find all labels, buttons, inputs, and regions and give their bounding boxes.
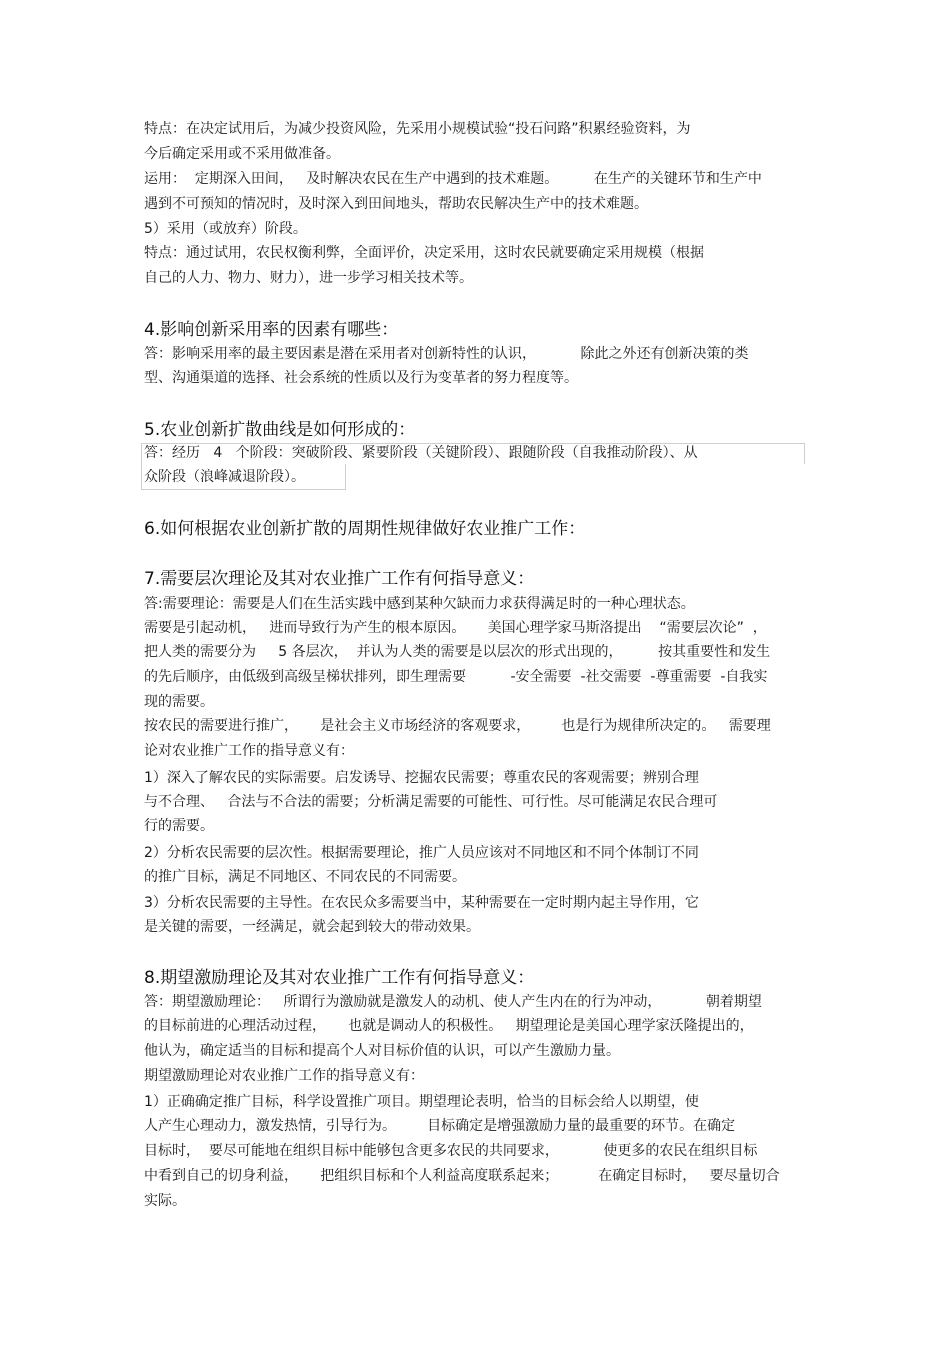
q4-answer-line-2: 型、沟通渠道的选择、社会系统的性质以及行为变革者的努力程度等。 [144,370,578,386]
q4-answer-line-1: 答：影响采用率的最主要因素是潜在采用者对创新特性的认识， 除此之外还有创新决策的类 [144,346,749,362]
q8-point-1-line-2: 人产生心理动力，激发热情，引导行为。 目标确定是增强激励力量的最重要的环节。在确定 [144,1118,736,1134]
q7-answer-line-2: 需要是引起动机， 进而导致行为产生的根本原因。 美国心理学家马斯洛提出 “需要层次论” ， [144,620,767,636]
sec3-line-5: 5）采用（或放弃）阶段。 [144,221,307,237]
q8-answer-line-4: 期望激励理论对农业推广工作的指导意义有： [144,1068,424,1084]
q8-point-1-line-5: 实际。 [144,1193,186,1209]
q4-heading: 4.影响创新采用率的因素有哪些： [144,320,399,340]
q7-point-3-line-1: 3）分析农民需要的主导性。在农民众多需要当中，某种需要在一定时期内起主导作用，它 [144,895,699,911]
sec3-line-1: 特点：在决定试用后，为减少投资风险，先采用小规模试验“投石问路”积累经验资料，为 [144,121,691,137]
q7-answer-line-5: 现的需要。 [144,694,214,710]
q7-answer-line-7: 论对农业推广工作的指导意义有： [144,743,354,759]
q6-heading: 6.如何根据农业创新扩散的周期性规律做好农业推广工作： [144,519,586,539]
sec3-line-3: 运用： 定期深入田间， 及时解决农民在生产中遇到的技术难题。 在生产的关键环节和生产中 [144,171,762,187]
q5-answer-line-1: 答：经历 4 个阶段：突破阶段、紧要阶段（关键阶段）、跟随阶段（自我推动阶段）、从 [144,445,698,461]
q7-answer-line-4: 的先后顺序，由低级到高级呈梯状排列，即生理需要 -安全需要 -社交需要 -尊重需要 -自我实 [144,669,768,685]
q7-point-2-line-1: 2）分析农民需要的层次性。根据需要理论，推广人员应该对不同地区和不同个体制订不同 [144,845,699,861]
q8-point-1-line-1: 1）正确确定推广目标，科学设置推广项目。期望理论表明，恰当的目标会给人以期望，使 [144,1094,699,1110]
q8-answer-line-2: 的目标前进的心理活动过程， 也就是调动人的积极性。 期望理论是美国心理学家沃隆提出的， [144,1018,754,1034]
q5-answer-line-2: 众阶段（浪峰减退阶段）。 [144,469,305,485]
sec3-line-6: 特点：通过试用，农民权衡利弊，全面评价，决定采用，这时农民就要确定采用规模（根据 [144,245,704,261]
q7-heading: 7.需要层次理论及其对农业推广工作有何指导意义： [144,569,535,589]
q7-point-2-line-2: 的推广目标，满足不同地区、不同农民的不同需要。 [144,869,466,885]
q7-answer-line-3: 把人类的需要分为 5 各层次， 并认为人类的需要是以层次的形式出现的， 按其重要性和发生 [144,644,771,660]
q7-point-1-line-1: 1）深入了解农民的实际需要。启发诱导、挖掘农民需要；尊重农民的客观需要；辨别合理 [144,770,699,786]
sec3-line-7: 自己的人力、物力、财力），进一步学习相关技术等。 [144,270,473,286]
q8-answer-line-3: 他认为，确定适当的目标和提高个人对目标价值的认识，可以产生激励力量。 [144,1043,620,1059]
sec3-line-2: 今后确定采用或不采用做准备。 [144,146,340,162]
q8-answer-line-1: 答：期望激励理论： 所谓行为激励就是激发人的动机、使人产生内在的行为冲动， 朝着期望 [144,994,762,1010]
q7-answer-line-1: 答:需要理论：需要是人们在生活实践中感到某种欠缺而力求获得满足时的一种心理状态。 [144,596,695,612]
q7-point-1-line-2: 与不合理、 合法与不合法的需要；分析满足需要的可能性、可行性。尽可能满足农民合理可 [144,794,718,810]
q5-heading: 5.农业创新扩散曲线是如何形成的： [144,420,416,440]
sec3-line-4: 遇到不可预知的情况时，及时深入到田间地头，帮助农民解决生产中的技术难题。 [144,196,648,212]
q8-heading: 8.期望激励理论及其对农业推广工作有何指导意义： [144,968,535,988]
q8-point-1-line-4: 中看到自己的切身利益， 把组织目标和个人利益高度联系起来； 在确定目标时， 要尽量切合 [144,1168,780,1184]
q7-answer-line-6: 按农民的需要进行推广， 是社会主义市场经济的客观要求， 也是行为规律所决定的。 需要理 [144,718,771,734]
q7-point-1-line-3: 行的需要。 [144,818,214,834]
q7-point-3-line-2: 是关键的需要，一经满足，就会起到较大的带动效果。 [144,919,480,935]
q8-point-1-line-3: 目标时， 要尽可能地在组织目标中能够包含更多农民的共同要求， 使更多的农民在组织目标 [144,1143,758,1159]
